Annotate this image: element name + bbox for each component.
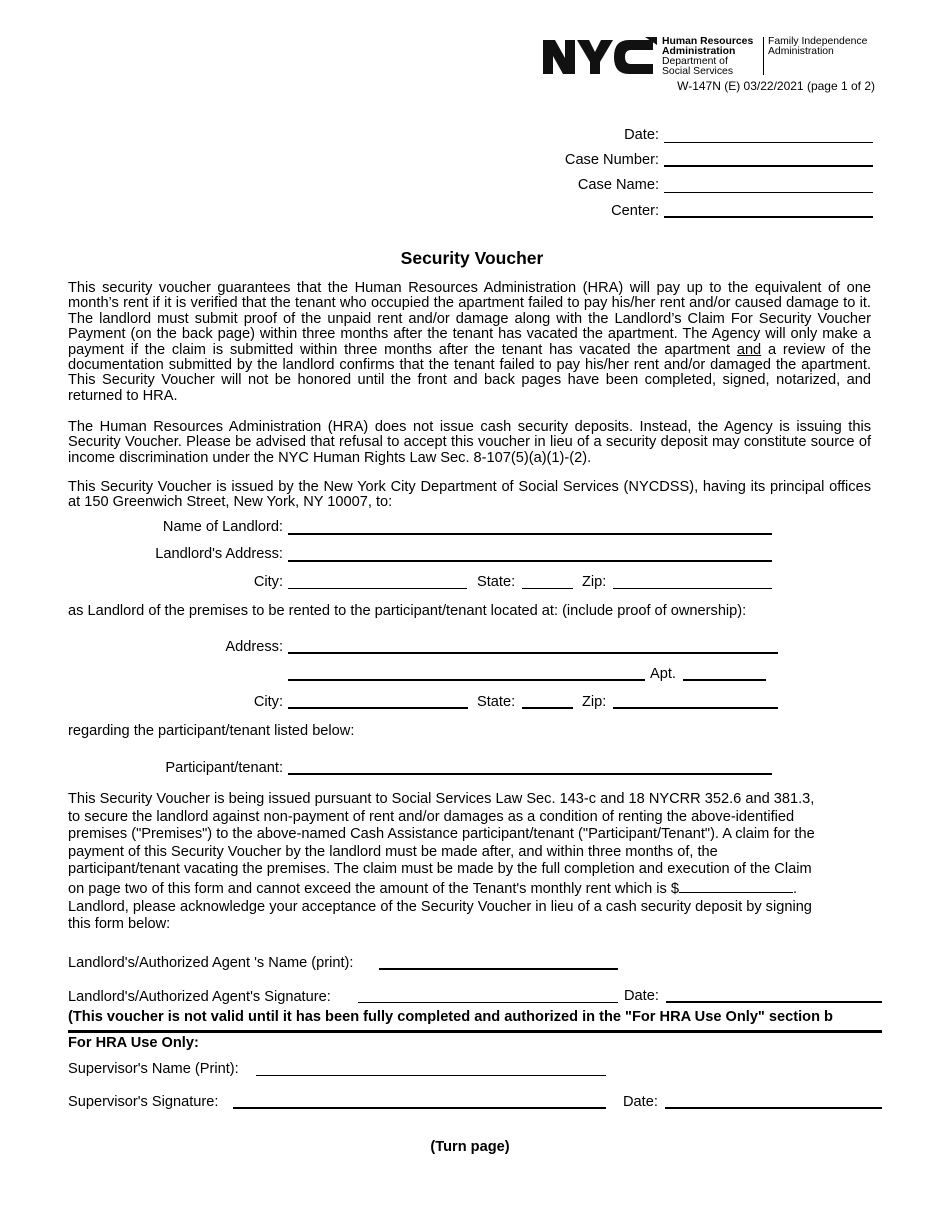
premises-address-label: Address:: [225, 639, 283, 655]
premises-state-field[interactable]: [522, 707, 573, 709]
landlord-city-field[interactable]: [288, 588, 467, 589]
terms-line-2: to secure the landlord against non-payment of rent and/or damages as a condition of renting the above-identified: [68, 808, 795, 825]
case-name-label: Case Name:: [577, 177, 659, 193]
hra-date-label: Date:: [623, 1094, 658, 1110]
center-field[interactable]: [664, 216, 873, 218]
terms-line-4: payment of this Security Voucher by the landlord must be made after, and within three months of, the: [68, 843, 718, 860]
agent-date-field[interactable]: [666, 1001, 882, 1003]
supervisor-signature-label: Supervisor's Signature:: [68, 1094, 219, 1110]
intro-paragraph-1: [68, 281, 871, 404]
terms-line-1: This Security Voucher is being issued pursuant to Social Services Law Sec. 143-c and 18 NYCRR 352.6 and 381.3,: [68, 791, 815, 807]
premises-city-label: City:: [253, 694, 283, 710]
landlord-name-label: Name of Landlord:: [162, 519, 283, 535]
agency-name-line1: Human Resources: [662, 36, 754, 47]
landlord-address-field[interactable]: [288, 560, 772, 562]
landlord-state-field[interactable]: [522, 588, 573, 589]
fia-name-line1: Family Independence: [768, 36, 868, 47]
monthly-rent-field[interactable]: [679, 879, 793, 893]
agency-name-line3: Department of: [662, 56, 728, 67]
intro-p1-part-b: a review of the documentation submitted by the landlord confirms that the tenant failed to pay his/her rent and/or damaged the apartment. This Security Voucher will not be honored until the front and back pages have been completed, signed, notarized, and returned to HRA.: [68, 341, 871, 404]
terms-line-6-text: on page two of this form and cannot exceed the amount of the Tenant's monthly rent which is $: [68, 880, 679, 897]
participant-intro: regarding the participant/tenant listed below:: [68, 723, 355, 739]
landlord-address-label: Landlord's Address:: [155, 546, 283, 562]
agent-signature-label: Landlord's/Authorized Agent's Signature:: [68, 989, 331, 1005]
logo-divider: [763, 37, 764, 75]
nyc-logo-mark: [541, 36, 657, 76]
form-id: W-147N (E) 03/22/2021 (page 1 of 2): [677, 79, 875, 93]
landlord-zip-field[interactable]: [613, 588, 772, 589]
terms-paragraph: [68, 791, 878, 934]
premises-zip-field[interactable]: [613, 707, 778, 709]
intro-paragraph-3: This Security Voucher is issued by the New York City Department of Social Services (NYCDSS), having its principal offices at 150 Greenwich Street, New York, NY 10007, to:: [68, 479, 871, 511]
terms-line-7: Landlord, please acknowledge your acceptance of the Security Voucher in lieu of a cash security deposit by signing: [68, 898, 812, 915]
turn-page-note: (Turn page): [430, 1139, 510, 1155]
case-number-label: Case Number:: [564, 152, 659, 168]
hra-use-heading: For HRA Use Only:: [68, 1035, 199, 1051]
landlord-name-field[interactable]: [288, 533, 772, 535]
premises-address-field[interactable]: [288, 652, 778, 654]
date-field[interactable]: [664, 142, 873, 143]
case-name-field[interactable]: [664, 192, 873, 193]
supervisor-name-field[interactable]: [256, 1075, 606, 1076]
agency-name-line2: Administration: [662, 46, 736, 57]
page-title: Security Voucher: [400, 248, 544, 268]
intro-paragraph-2: The Human Resources Administration (HRA) does not issue cash security deposits. Instead, the Agency is issuing this Security Voucher. Please be advised that refusal to accept this voucher in lieu of a security deposit may constitute source of income discrimination under the NYC Human Rights Law Sec. 8-107(5)(a)(1)-(2).: [68, 419, 871, 466]
landlord-state-label: State:: [477, 574, 516, 590]
participant-label: Participant/tenant:: [165, 760, 283, 776]
center-label: Center:: [611, 203, 659, 219]
landlord-city-label: City:: [253, 574, 283, 590]
case-number-field[interactable]: [664, 165, 873, 167]
landlord-zip-label: Zip:: [582, 574, 607, 590]
premises-apt-label: Apt.: [650, 666, 676, 682]
agent-name-field[interactable]: [379, 968, 618, 970]
participant-field[interactable]: [288, 773, 772, 775]
hra-date-field[interactable]: [665, 1107, 882, 1109]
agency-name-line4: Social Services: [662, 66, 734, 77]
terms-line-5: participant/tenant vacating the premises. The claim must be made by the full completion and execution of the Claim: [68, 861, 812, 878]
supervisor-signature-field[interactable]: [233, 1107, 606, 1109]
premises-zip-label: Zip:: [582, 694, 607, 710]
agent-name-label: Landlord's/Authorized Agent 's Name (print):: [68, 955, 354, 971]
fia-name-line2: Administration: [768, 46, 834, 57]
agent-signature-field[interactable]: [358, 1002, 618, 1003]
premises-apt-field[interactable]: [683, 679, 766, 681]
premises-city-field[interactable]: [288, 707, 468, 709]
premises-address-line2-field[interactable]: [288, 679, 645, 681]
intro-p1-part-a: This security voucher guarantees that the Human Resources Administration (HRA) will pay up to the equivalent of one month’s rent if it is verified that the tenant who occupied the apartment failed to pay his/her rent and/or caused damage to it. The landlord must submit proof of the unpaid rent and/or damage along with the Landlord’s Claim For Security Voucher Payment (on the back page) within three months after the tenant has vacated the apartment. The Agency will only make a payment if the claim is submitted within three months after the tenant has vacated the apartment: [68, 280, 871, 358]
validity-note: (This voucher is not valid until it has been fully completed and authorized in the "For HRA Use Only" section b: [68, 1009, 833, 1025]
agent-date-label: Date:: [624, 988, 659, 1004]
terms-line-8: this form below:: [68, 916, 171, 933]
date-label: Date:: [624, 127, 659, 143]
terms-line-6-end: .: [792, 880, 798, 897]
intro-p1-and: and: [736, 341, 762, 358]
premises-state-label: State:: [477, 694, 516, 710]
premises-intro: as Landlord of the premises to be rented to the participant/tenant located at: (include proof of ownership):: [68, 603, 747, 619]
supervisor-name-label: Supervisor's Name (Print):: [68, 1061, 239, 1077]
section-divider: [68, 1030, 882, 1033]
terms-line-6: [68, 879, 878, 899]
terms-line-3: premises ("Premises") to the above-named Cash Assistance participant/tenant ("Participant/Tenant"). A claim for the: [68, 826, 815, 843]
